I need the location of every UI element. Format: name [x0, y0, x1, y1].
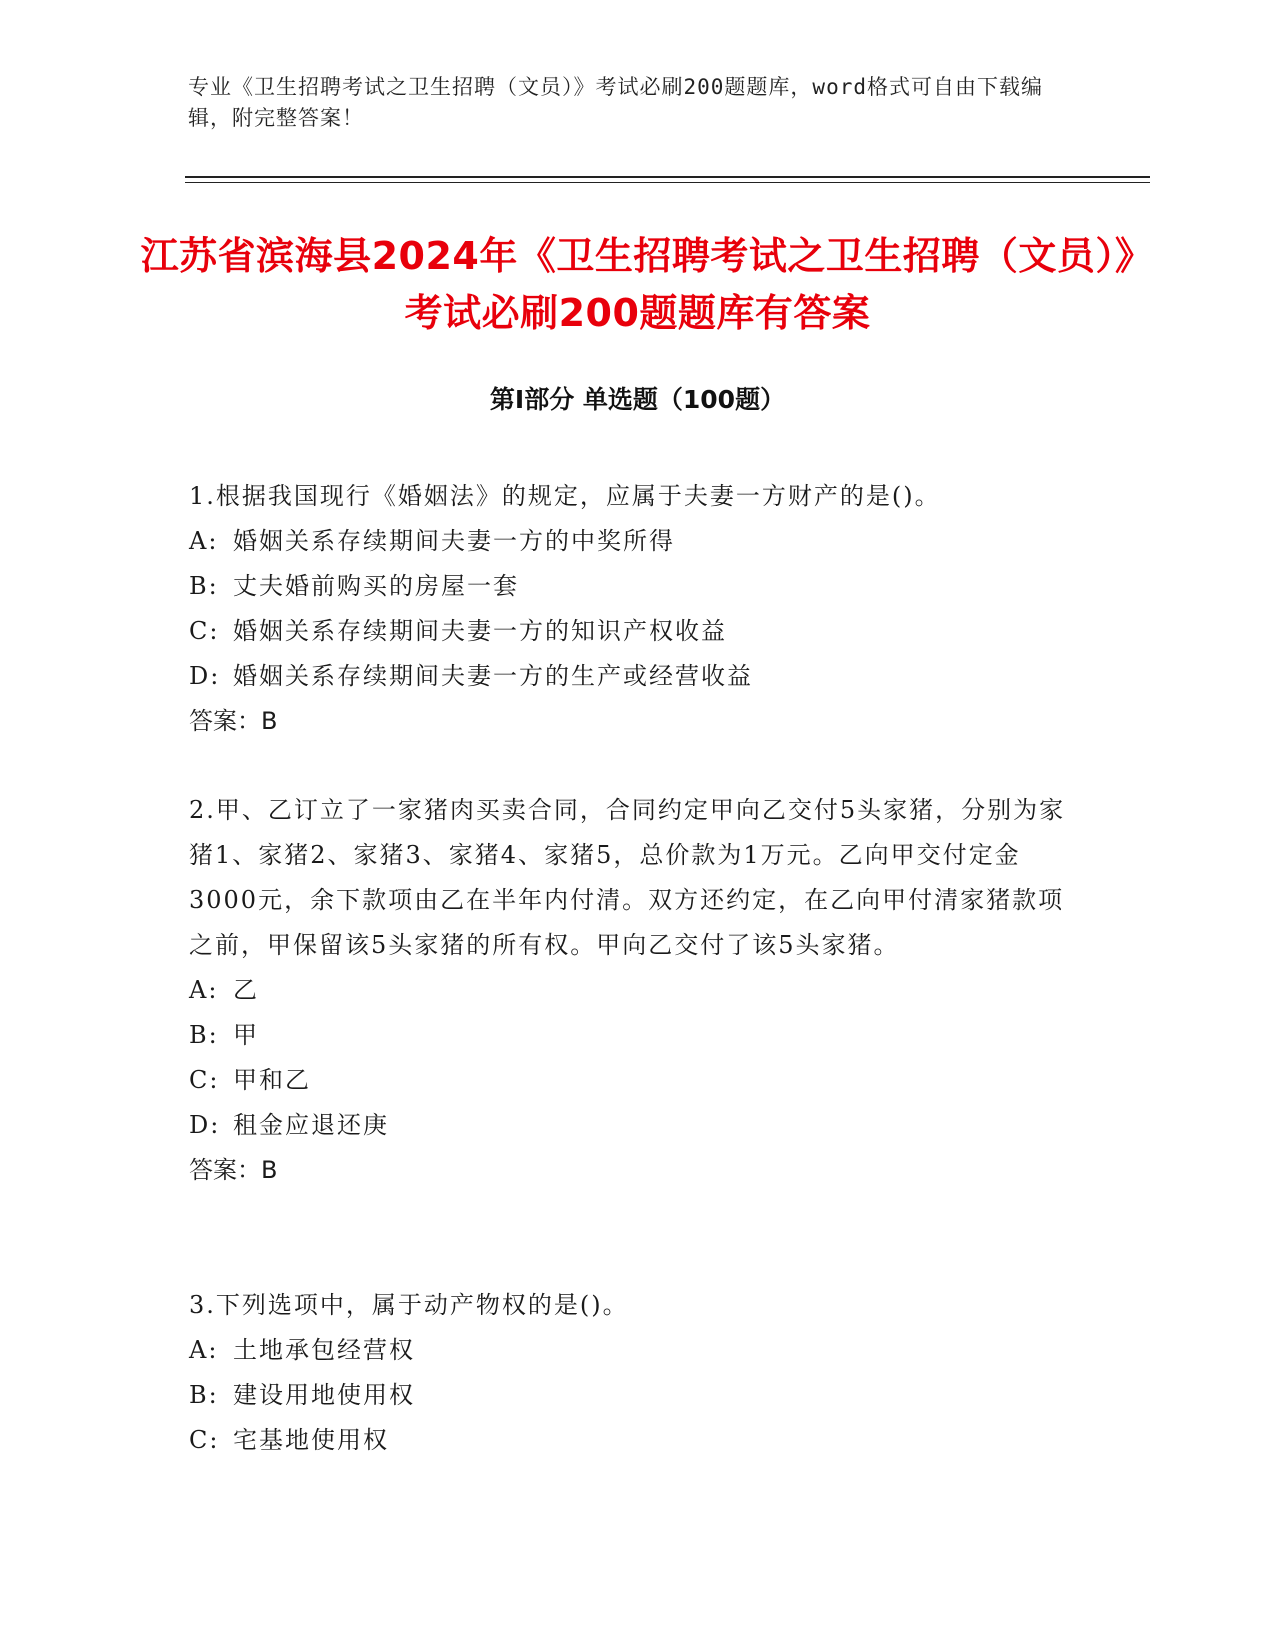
- header-note: 专业《卫生招聘考试之卫生招聘（文员）》考试必刷200题题库，word格式可自由下载编辑，附完整答案！: [188, 75, 1043, 130]
- option-key: B:: [189, 1381, 219, 1409]
- option-key: B:: [189, 572, 219, 600]
- option-text: 婚姻关系存续期间夫妻一方的知识产权收益: [233, 617, 727, 645]
- option-d: [189, 1103, 1089, 1148]
- option-text: 婚姻关系存续期间夫妻一方的生产或经营收益: [233, 662, 753, 690]
- header-rule-thin: [185, 182, 1150, 183]
- option-c: [189, 609, 1089, 654]
- page-title: 江苏省滨海县2024年《卫生招聘考试之卫生招聘（文员）》考试必刷200题题库有答案: [140, 234, 1135, 335]
- option-text: 乙: [233, 976, 259, 1004]
- option-a: [189, 1328, 1089, 1373]
- option-d: [189, 654, 1089, 699]
- question-stem: 2.甲、乙订立了一家猪肉买卖合同，合同约定甲向乙交付5头家猪，分别为家猪1、家猪2、家猪3、家猪4、家猪5，总价款为1万元。乙向甲交付定金3000元，余下款项由乙在半年内付清。双方还约定，在乙向甲付清家猪款项之前，甲保留该5头家猪的所有权。甲向乙交付了该5头家猪。: [189, 796, 1066, 959]
- option-key: C:: [189, 1066, 220, 1094]
- question-stem: 3.下列选项中，属于动产物权的是()。: [189, 1291, 629, 1319]
- option-text: 宅基地使用权: [233, 1426, 389, 1454]
- option-key: A:: [189, 976, 219, 1004]
- question-1: [189, 474, 1089, 744]
- option-text: 甲: [233, 1021, 259, 1049]
- section-heading: 第Ⅰ部分 单选题（100题）: [489, 385, 786, 414]
- option-c: [189, 1418, 1089, 1463]
- option-text: 租金应退还庚: [233, 1111, 389, 1139]
- option-key: D:: [189, 1111, 221, 1139]
- option-b: [189, 1373, 1089, 1418]
- option-text: 婚姻关系存续期间夫妻一方的中奖所得: [233, 527, 675, 555]
- option-text: 甲和乙: [233, 1066, 311, 1094]
- option-b: [189, 1013, 1089, 1058]
- question-3: [189, 1283, 1089, 1463]
- option-key: C:: [189, 1426, 220, 1454]
- question-stem: 1.根据我国现行《婚姻法》的规定，应属于夫妻一方财产的是()。: [189, 482, 941, 510]
- option-text: 丈夫婚前购买的房屋一套: [233, 572, 519, 600]
- option-key: A:: [189, 1336, 219, 1364]
- option-b: [189, 564, 1089, 609]
- option-key: C:: [189, 617, 220, 645]
- option-key: B:: [189, 1021, 219, 1049]
- answer-line: 答案：B: [189, 1156, 278, 1184]
- option-key: A:: [189, 527, 219, 555]
- option-a: [189, 519, 1089, 564]
- question-2: [189, 788, 1089, 1193]
- option-a: [189, 968, 1089, 1013]
- header-rule-thick: [185, 176, 1150, 178]
- option-key: D:: [189, 662, 221, 690]
- option-c: [189, 1058, 1089, 1103]
- answer-line: 答案：B: [189, 707, 278, 735]
- option-text: 土地承包经营权: [233, 1336, 415, 1364]
- option-text: 建设用地使用权: [233, 1381, 415, 1409]
